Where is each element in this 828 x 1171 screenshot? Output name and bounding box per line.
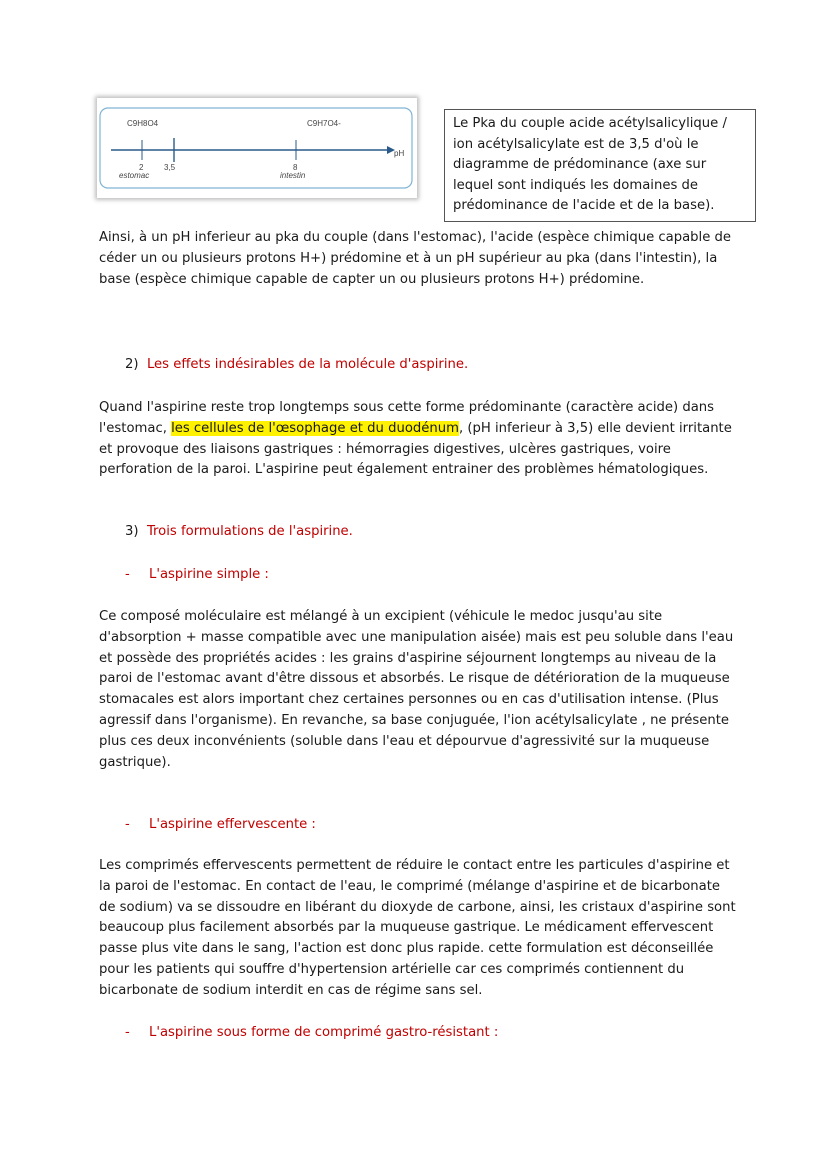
section-3-heading <box>125 522 353 542</box>
bullet-2-dash: - <box>125 817 130 832</box>
section-2-text-end: , (pH inferieur à 3,5) elle devient irritante et provoque des liaisons gastriques : hémorragies digestives, ulcères gastriques, voire perforation de la paroi. L'aspirine peut également entrainer des problèmes hématologiques. <box>99 420 732 478</box>
section-2-heading <box>125 355 468 375</box>
bullet-3-dash: - <box>125 1025 130 1040</box>
bullet-1-title: L'aspirine simple : <box>149 567 269 582</box>
tick-2-value: 2 <box>139 163 144 172</box>
predominance-diagram <box>97 98 417 198</box>
acid-formula: C9H8O4 <box>127 119 159 128</box>
bullet-2-title: L'aspirine effervescente : <box>149 817 316 832</box>
section-2-text-start: Quand l'aspirine reste trop longtemps sous cette forme prédominante (caractère acide) dans l'estomac, <box>99 400 715 436</box>
tick-3-5-value: 3,5 <box>164 163 176 172</box>
pka-info-box <box>444 109 756 222</box>
bullet-3-title: L'aspirine sous forme de comprimé gastro-résistant : <box>149 1025 499 1040</box>
tick-8-value: 8 <box>293 163 298 172</box>
ph-axis-label: pH <box>394 149 405 158</box>
section-3-title: Trois formulations de l'aspirine. <box>146 524 353 539</box>
pka-info-text: Le Pka du couple acide acétylsalicylique / ion acétylsalicylate est de 3,5 d'où le diagramme de prédominance (axe sur lequel sont indiqués les domaines de prédominance de l'acide et de la base). <box>453 116 727 214</box>
intro-paragraph: Ainsi, à un pH inferieur au pka du couple (dans l'estomac), l'acide (espèce chimique capable de céder un ou plusieurs protons H+) prédomine et à un pH supérieur au pka (dans l'intestin), la base (espèce chimique capable de capter un ou plusieurs protons H+) prédomine. <box>99 230 731 287</box>
bullet-1-paragraph: Ce composé moléculaire est mélangé à un excipient (véhicule le medoc jusqu'au site d'absorption + masse compatible avec une manipulation aisée) mais est peu soluble dans l'eau et possède des propriétés acides : les grains d'aspirine séjournent longtemps au niveau de la paroi de l'estomac avant d'être dissous et absorbés. Le risque de détérioration de la muqueuse stomacales est alors important chez certaines personnes ou en cas d'utilisation intense. (Plus agressif dans l'organisme). En revanche, sa base conjuguée, l'ion acétylsalicylate , ne présente plus ces deux inconvénients (soluble dans l'eau et dépourvue d'agressivité sur la muqueuse gastrique). <box>99 609 734 770</box>
tick-2-label: estomac <box>119 171 150 180</box>
tick-8-label: intestin <box>280 171 306 180</box>
bullet-1-dash: - <box>125 567 130 582</box>
section-2-number: 2) <box>125 357 139 372</box>
section-2-paragraph <box>99 398 739 481</box>
bullet-2-paragraph: Les comprimés effervescents permettent de réduire le contact entre les particules d'aspirine et la paroi de l'estomac. En contact de l'eau, le comprimé (mélange d'aspirine et de bicarbonate de sodium) va se dissoudre en libérant du dioxyde de carbone, ainsi, les cristaux d'aspirine sont beaucoup plus facilement absorbés par la muqueuse gastrique. Le médicament effervescent passe plus vite dans le sang, l'action est donc plus rapide. cette formulation est déconseillée pour les patients qui souffre d'hypertension artérielle car ces comprimés contiennent du bicarbonate de sodium interdit en cas de régime sans sel. <box>99 858 736 998</box>
section-3-number: 3) <box>125 524 139 539</box>
predominance-diagram-svg <box>97 98 417 198</box>
section-2-title: Les effets indésirables de la molécule d'aspirine. <box>146 357 469 372</box>
highlighted-text: les cellules de l'œsophage et du duodénum <box>171 420 459 436</box>
base-formula: C9H7O4- <box>307 119 341 128</box>
